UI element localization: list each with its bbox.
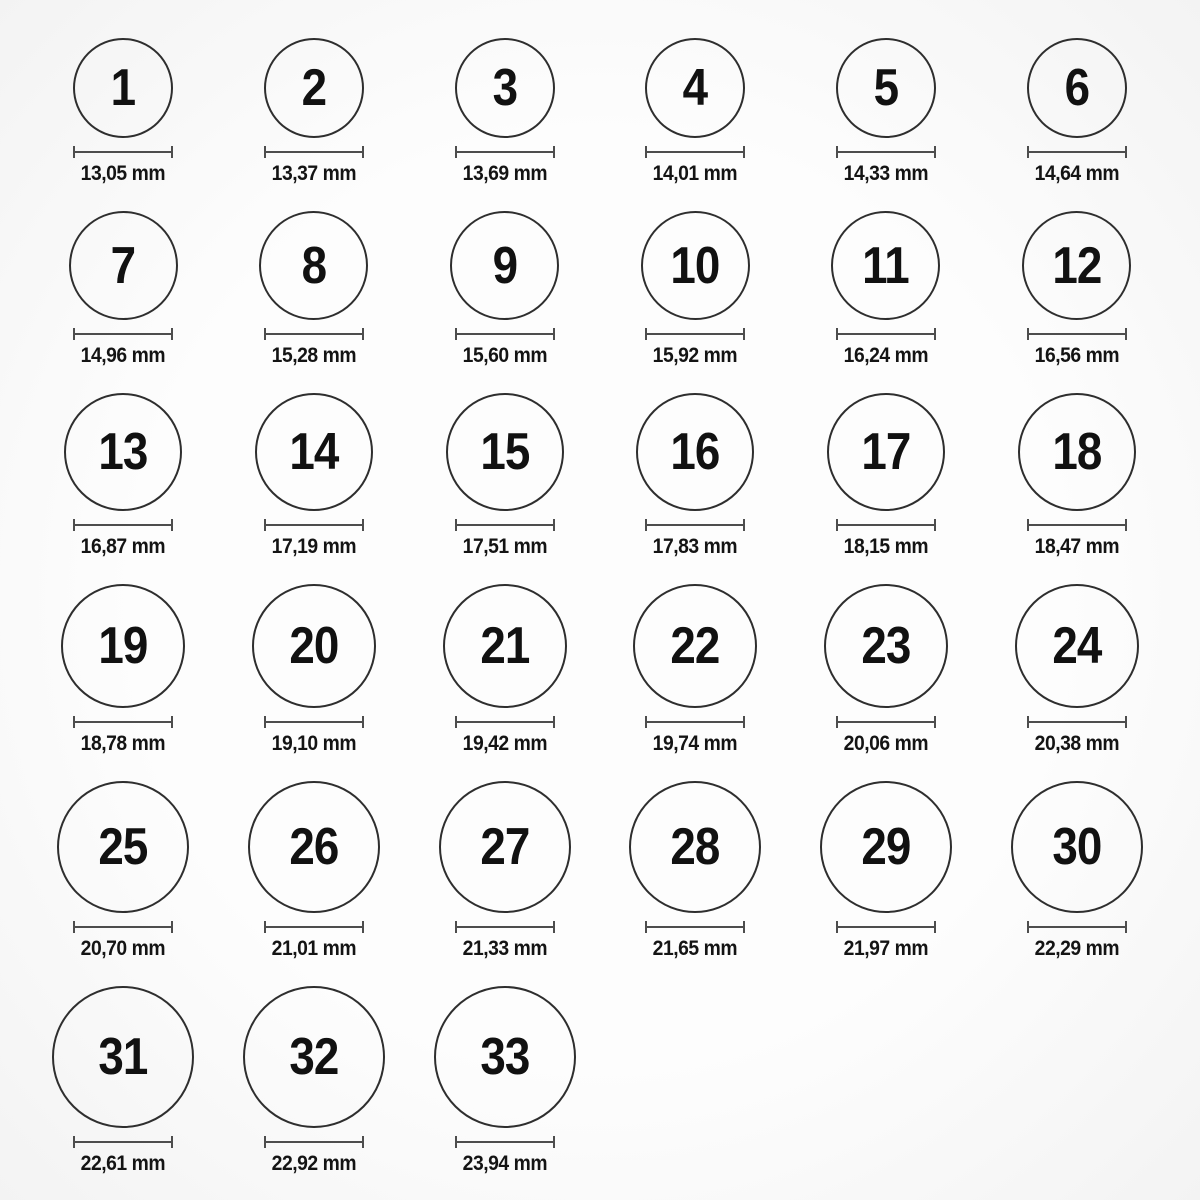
ring-size-item bbox=[219, 38, 410, 185]
diameter-measure-line bbox=[836, 146, 936, 158]
diameter-label: 22,92 mm bbox=[271, 1152, 357, 1176]
size-number: 26 bbox=[289, 818, 339, 877]
diameter-measure-line bbox=[73, 921, 173, 933]
diameter-measure-line bbox=[1027, 921, 1127, 933]
diameter-measure-line bbox=[73, 716, 173, 728]
size-circle bbox=[629, 781, 761, 913]
diameter-label: 19,10 mm bbox=[271, 732, 357, 756]
size-number: 29 bbox=[861, 818, 911, 877]
size-number: 19 bbox=[98, 617, 148, 676]
diameter-label: 20,06 mm bbox=[843, 732, 929, 756]
diameter-label: 22,29 mm bbox=[1034, 937, 1119, 961]
ring-size-item bbox=[409, 38, 600, 185]
size-circle bbox=[252, 584, 376, 708]
diameter-label: 21,65 mm bbox=[653, 937, 738, 961]
diameter-measure-line bbox=[73, 1136, 173, 1148]
diameter-measure-line bbox=[73, 328, 173, 340]
size-number: 25 bbox=[98, 818, 148, 877]
size-circle bbox=[831, 211, 940, 320]
size-number: 8 bbox=[301, 236, 327, 295]
size-number: 31 bbox=[98, 1028, 148, 1087]
diameter-measure-line bbox=[1027, 716, 1127, 728]
diameter-measure-line bbox=[455, 146, 555, 158]
diameter-label: 14,01 mm bbox=[653, 162, 738, 185]
diameter-label: 14,33 mm bbox=[843, 162, 929, 185]
ring-size-item bbox=[28, 393, 219, 558]
size-circle bbox=[1018, 393, 1136, 511]
diameter-label: 16,24 mm bbox=[843, 344, 929, 368]
size-circle bbox=[61, 584, 185, 708]
diameter-label: 17,83 mm bbox=[653, 535, 738, 559]
ring-size-item bbox=[981, 393, 1172, 558]
ring-size-item bbox=[981, 38, 1172, 185]
size-number: 13 bbox=[98, 423, 148, 482]
size-number: 1 bbox=[111, 59, 136, 117]
diameter-label: 18,15 mm bbox=[843, 535, 929, 559]
size-circle bbox=[450, 211, 559, 320]
size-circle bbox=[69, 211, 178, 320]
diameter-label: 20,70 mm bbox=[81, 937, 166, 961]
diameter-label: 21,01 mm bbox=[271, 937, 357, 961]
size-number: 22 bbox=[670, 617, 720, 676]
diameter-label: 13,37 mm bbox=[271, 162, 357, 185]
ring-size-item bbox=[981, 211, 1172, 367]
size-number: 18 bbox=[1052, 423, 1102, 482]
size-circle bbox=[73, 38, 173, 138]
ring-size-item bbox=[409, 781, 600, 960]
diameter-label: 14,64 mm bbox=[1034, 162, 1119, 185]
diameter-label: 16,56 mm bbox=[1034, 344, 1119, 368]
size-number: 3 bbox=[492, 59, 517, 117]
ring-size-item bbox=[219, 211, 410, 367]
size-number: 12 bbox=[1052, 236, 1102, 295]
diameter-measure-line bbox=[645, 328, 745, 340]
diameter-label: 14,96 mm bbox=[81, 344, 166, 368]
size-number: 27 bbox=[480, 818, 530, 877]
diameter-measure-line bbox=[1027, 146, 1127, 158]
ring-size-item bbox=[28, 38, 219, 185]
diameter-measure-line bbox=[836, 519, 936, 531]
ring-size-item bbox=[409, 393, 600, 558]
diameter-label: 18,47 mm bbox=[1034, 535, 1119, 559]
size-number: 21 bbox=[480, 617, 530, 676]
diameter-measure-line bbox=[264, 921, 364, 933]
diameter-measure-line bbox=[264, 519, 364, 531]
size-number: 28 bbox=[670, 818, 720, 877]
diameter-measure-line bbox=[455, 519, 555, 531]
size-number: 2 bbox=[301, 59, 327, 117]
size-number: 7 bbox=[111, 236, 136, 295]
size-circle bbox=[64, 393, 182, 511]
diameter-measure-line bbox=[73, 146, 173, 158]
size-circle bbox=[455, 38, 555, 138]
size-circle bbox=[248, 781, 380, 913]
ring-size-item bbox=[219, 781, 410, 960]
size-circle bbox=[434, 986, 576, 1128]
diameter-measure-line bbox=[836, 328, 936, 340]
diameter-label: 21,97 mm bbox=[843, 937, 929, 961]
ring-size-item bbox=[28, 781, 219, 960]
diameter-measure-line bbox=[264, 328, 364, 340]
diameter-label: 13,05 mm bbox=[81, 162, 166, 185]
diameter-label: 17,19 mm bbox=[271, 535, 357, 559]
size-number: 24 bbox=[1052, 617, 1102, 676]
size-circle bbox=[824, 584, 948, 708]
size-number: 23 bbox=[861, 617, 911, 676]
diameter-measure-line bbox=[645, 716, 745, 728]
size-circle bbox=[446, 393, 564, 511]
ring-size-item bbox=[219, 584, 410, 755]
size-number: 15 bbox=[480, 423, 530, 482]
diameter-label: 23,94 mm bbox=[462, 1152, 547, 1176]
size-number: 32 bbox=[289, 1028, 339, 1087]
ring-size-item bbox=[791, 38, 982, 185]
size-circle bbox=[836, 38, 936, 138]
diameter-label: 21,33 mm bbox=[462, 937, 547, 961]
size-circle bbox=[1011, 781, 1143, 913]
diameter-label: 22,61 mm bbox=[81, 1152, 166, 1176]
size-circle bbox=[264, 38, 364, 138]
ring-size-item bbox=[791, 781, 982, 960]
ring-size-item bbox=[28, 986, 219, 1175]
ring-size-item bbox=[981, 584, 1172, 755]
ring-size-item bbox=[791, 393, 982, 558]
size-circle bbox=[1015, 584, 1139, 708]
ring-size-item bbox=[28, 211, 219, 367]
diameter-measure-line bbox=[645, 146, 745, 158]
size-number: 10 bbox=[670, 236, 720, 295]
diameter-measure-line bbox=[73, 519, 173, 531]
diameter-measure-line bbox=[455, 716, 555, 728]
diameter-measure-line bbox=[455, 921, 555, 933]
ring-size-item bbox=[600, 211, 791, 367]
diameter-measure-line bbox=[264, 716, 364, 728]
size-number: 16 bbox=[670, 423, 720, 482]
diameter-label: 19,74 mm bbox=[653, 732, 738, 756]
size-number: 20 bbox=[289, 617, 339, 676]
size-number: 33 bbox=[480, 1028, 530, 1087]
diameter-label: 15,60 mm bbox=[462, 344, 547, 368]
diameter-measure-line bbox=[645, 519, 745, 531]
diameter-label: 19,42 mm bbox=[462, 732, 547, 756]
size-circle bbox=[255, 393, 373, 511]
size-circle bbox=[1027, 38, 1127, 138]
size-circle bbox=[827, 393, 945, 511]
diameter-measure-line bbox=[264, 1136, 364, 1148]
size-circle bbox=[641, 211, 750, 320]
size-number: 14 bbox=[289, 423, 339, 482]
ring-size-item bbox=[409, 584, 600, 755]
size-number: 9 bbox=[492, 236, 517, 295]
ring-size-item bbox=[28, 584, 219, 755]
ring-size-item bbox=[409, 211, 600, 367]
ring-size-item bbox=[409, 986, 600, 1175]
size-circle bbox=[633, 584, 757, 708]
ring-size-item bbox=[600, 781, 791, 960]
diameter-label: 18,78 mm bbox=[81, 732, 166, 756]
diameter-measure-line bbox=[836, 921, 936, 933]
size-circle bbox=[259, 211, 368, 320]
size-circle bbox=[1022, 211, 1131, 320]
ring-size-item bbox=[791, 211, 982, 367]
size-number: 17 bbox=[861, 423, 911, 482]
size-number: 6 bbox=[1064, 59, 1089, 117]
size-circle bbox=[443, 584, 567, 708]
size-circle bbox=[439, 781, 571, 913]
diameter-label: 13,69 mm bbox=[462, 162, 547, 185]
diameter-label: 15,28 mm bbox=[271, 344, 357, 368]
size-circle bbox=[243, 986, 385, 1128]
size-circle bbox=[820, 781, 952, 913]
ring-size-item bbox=[219, 986, 410, 1175]
diameter-label: 20,38 mm bbox=[1034, 732, 1119, 756]
size-number: 4 bbox=[683, 59, 708, 117]
ring-size-item bbox=[600, 393, 791, 558]
diameter-measure-line bbox=[264, 146, 364, 158]
diameter-label: 16,87 mm bbox=[81, 535, 166, 559]
diameter-measure-line bbox=[455, 328, 555, 340]
diameter-measure-line bbox=[1027, 328, 1127, 340]
ring-size-item bbox=[600, 584, 791, 755]
size-circle bbox=[57, 781, 189, 913]
size-number: 30 bbox=[1052, 818, 1102, 877]
size-circle bbox=[645, 38, 745, 138]
ring-size-item bbox=[791, 584, 982, 755]
ring-size-item bbox=[600, 38, 791, 185]
size-number: 5 bbox=[873, 59, 899, 117]
diameter-measure-line bbox=[836, 716, 936, 728]
ring-size-item bbox=[981, 781, 1172, 960]
diameter-measure-line bbox=[1027, 519, 1127, 531]
diameter-measure-line bbox=[455, 1136, 555, 1148]
diameter-label: 15,92 mm bbox=[653, 344, 738, 368]
diameter-label: 17,51 mm bbox=[462, 535, 547, 559]
size-circle bbox=[636, 393, 754, 511]
size-number: 11 bbox=[862, 236, 910, 295]
size-circle bbox=[52, 986, 194, 1128]
ring-size-item bbox=[219, 393, 410, 558]
diameter-measure-line bbox=[645, 921, 745, 933]
